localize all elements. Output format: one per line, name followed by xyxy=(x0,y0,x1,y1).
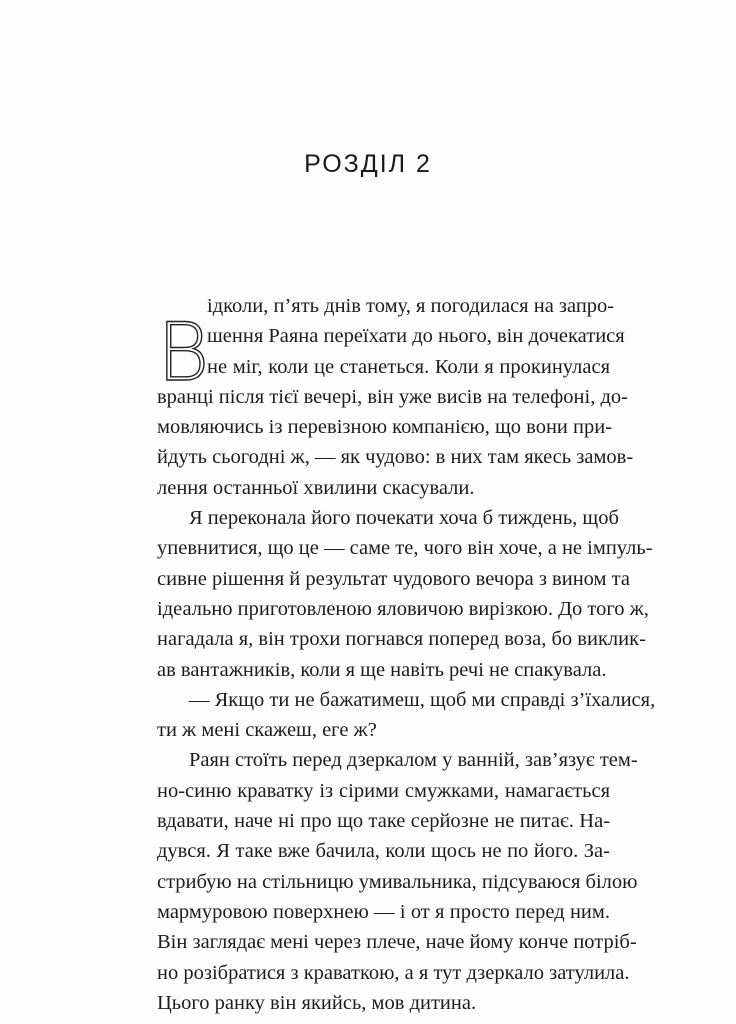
chapter-body xyxy=(157,291,656,1018)
text-line: нагадала я, він трохи погнався поперед воза, бо виклик- xyxy=(157,628,646,651)
text-line: вранці після тієї вечері, він уже висів на телефоні, до- xyxy=(157,385,628,408)
text-line: мовляючись із перевізною компанією, що вони при- xyxy=(157,416,613,439)
text-line: мармуровою поверхнею — і от я просто перед ним. xyxy=(157,900,610,923)
text-line: лення останньої хвилини скасували. xyxy=(157,476,475,499)
text-line: стрибую на стільницю умивальника, підсуваюся білою xyxy=(157,870,638,893)
text-line: — Якщо ти не бажатимеш, щоб ми справді з’їхалися, xyxy=(189,688,656,711)
text-line: Раян стоїть перед дзеркалом у ванній, зав’язує тем- xyxy=(189,749,638,772)
text-line: дувся. Я таке вже бачила, коли щось не по його. За- xyxy=(157,840,610,863)
text-line: вдавати, наче ні про що таке серйозне не питає. На- xyxy=(157,810,610,833)
text-line: Цього ранку він якийсь, мов дитина. xyxy=(157,991,477,1014)
text-line: Я переконала його почекати хоча б тиждень, щоб xyxy=(189,507,619,530)
text-line: но-синю краватку із сірими смужками, намагається xyxy=(157,779,610,802)
chapter-title: РОЗДІЛ 2 xyxy=(304,150,432,178)
text-line: ав вантажників, коли я ще навіть речі не спакувала. xyxy=(157,658,607,681)
text-line: ідеально приготовленою яловичою вирізкою. До того ж, xyxy=(157,597,649,620)
text-line: Він заглядає мені через плече, наче йому конче потріб- xyxy=(157,931,637,954)
text-line: шення Раяна переїхати до нього, він дочекатися xyxy=(207,325,625,348)
text-line: упевнитися, що це — саме те, чого він хоче, а не імпуль- xyxy=(157,537,653,560)
text-line: сивне рішення й результат чудового вечора з вином та xyxy=(157,567,630,590)
text-line: ти ж мені скажеш, еге ж? xyxy=(157,719,377,742)
text-line: не міг, коли це станеться. Коли я прокинулася xyxy=(207,355,610,378)
drop-cap: В xyxy=(157,306,210,399)
text-line: йдуть сьогодні ж, — як чудово: в них там якесь замов- xyxy=(157,446,634,469)
text-line: но розібратися з краваткою, а я тут дзеркало затулила. xyxy=(157,961,630,984)
text-line: ідколи, п’ять днів тому, я погодилася на запро- xyxy=(207,295,615,317)
